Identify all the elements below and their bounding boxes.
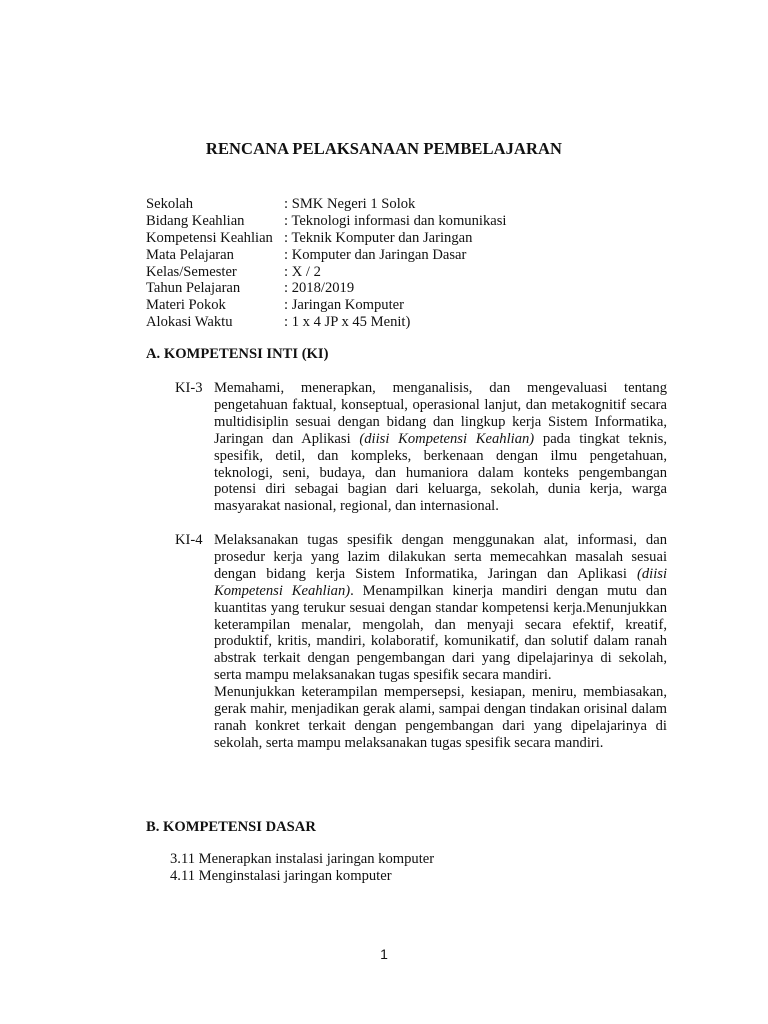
identity-label: Kelas/Semester [146,263,237,280]
identity-value: : SMK Negeri 1 Solok [284,196,416,212]
identity-label: Alokasi Waktu [146,314,233,331]
kompetensi-dasar-list [170,851,434,885]
ki-4-text-part: Melaksanakan tugas spesifik dengan menggunakan alat, informasi, dan prosedur kerja yang lazim dilakukan serta memecahkan masalah sesuai dengan bidang kerja Sistem Informatika, Jaringan dan Aplikasi [214,532,667,582]
identity-label: Kompetensi Keahlian [146,229,273,246]
identity-row [146,297,506,314]
ki-4-text [214,532,667,752]
identity-label: Mata Pelajaran [146,246,234,263]
ki-4-paragraph [214,532,667,684]
ki-3-text-part: pada tingkat teknis, spesifik, detil, dan kompleks, berkenaan dengan ilmu pengetahuan, teknologi, seni, budaya, dan humaniora dalam konteks pengembangan potensi diri sebagai bagian dari keluarga, sekolah, dunia kerja, warga masyarakat nasional, regional, dan internasional. [214,430,667,515]
identity-label: Bidang Keahlian [146,212,245,229]
identity-row [146,264,506,281]
identity-row [146,230,506,247]
section-a-heading: A. KOMPETENSI INTI (KI) [146,346,329,362]
document-title: RENCANA PELAKSANAAN PEMBELAJARAN [205,139,563,158]
identity-row [146,314,506,331]
identity-value: : Komputer dan Jaringan Dasar [284,246,467,263]
identity-label: Tahun Pelajaran [146,280,241,297]
kd-item: 3.11 Menerapkan instalasi jaringan komputer [170,851,435,867]
identity-row [146,280,506,297]
identity-row [146,196,506,213]
identity-value: : Teknologi informasi dan komunikasi [284,212,507,229]
ki-4-paragraph-2: Menunjukkan keterampilan mempersepsi, kesiapan, meniru, membiasakan, gerak mahir, menjadikan gerak alami, sampai dengan tindakan orisinal dalam ranah konkret terkait dengan pengembangan dari yang dipelajarinya di sekolah, serta mampu melaksanakan tugas spesifik secara mandiri. [214,684,667,751]
ki-4-block [175,532,667,752]
page-number: 1 [380,946,388,962]
ki-4-italic-note: (diisi Kompetensi Keahlian) [214,565,667,599]
kd-item: 4.11 Menginstalasi jaringan komputer [170,868,392,884]
identity-table [146,196,506,331]
identity-value: : 2018/2019 [284,280,355,297]
identity-row [146,247,506,264]
identity-value: : X / 2 [284,263,321,280]
ki-3-code: KI-3 [175,380,203,396]
ki-4-text-part: . Menampilkan kinerja mandiri dengan mutu dan kuantitas yang terukur sesuai dengan standar kompetensi kerja.Menunjukkan keterampilan menalar, mengolah, dan menyaji secara efektif, kreatif, produktif, kritis, mandiri, kolaboratif, komunikatif, dan solutif dalam ranah abstrak terkait dengan pengembangan dari yang dipelajarinya di sekolah, serta mampu melaksanakan tugas spesifik secara mandiri. [214,582,667,684]
identity-value: : 1 x 4 JP x 45 Menit) [284,314,411,331]
ki-3-text [214,380,667,515]
ki-3-italic-note: (diisi Kompetensi Keahlian) [359,430,535,447]
identity-label: Sekolah [146,196,194,212]
identity-value: : Teknik Komputer dan Jaringan [284,229,473,246]
ki-4-code: KI-4 [175,532,203,548]
ki-3-block [175,380,667,515]
identity-label: Materi Pokok [146,297,226,314]
ki-3-text-part: Memahami, menerapkan, menganalisis, dan mengevaluasi tentang pengetahuan faktual, konseptual, operasional lanjut, dan metakognitif secara multidisiplin sesuai dengan bidang dan lingkup kerja Sistem Informatika, Jaringan dan Aplikasi [214,380,667,447]
section-b-heading: B. KOMPETENSI DASAR [146,819,316,835]
identity-row [146,213,506,230]
identity-value: : Jaringan Komputer [284,297,404,314]
ki-3-paragraph [214,380,667,515]
